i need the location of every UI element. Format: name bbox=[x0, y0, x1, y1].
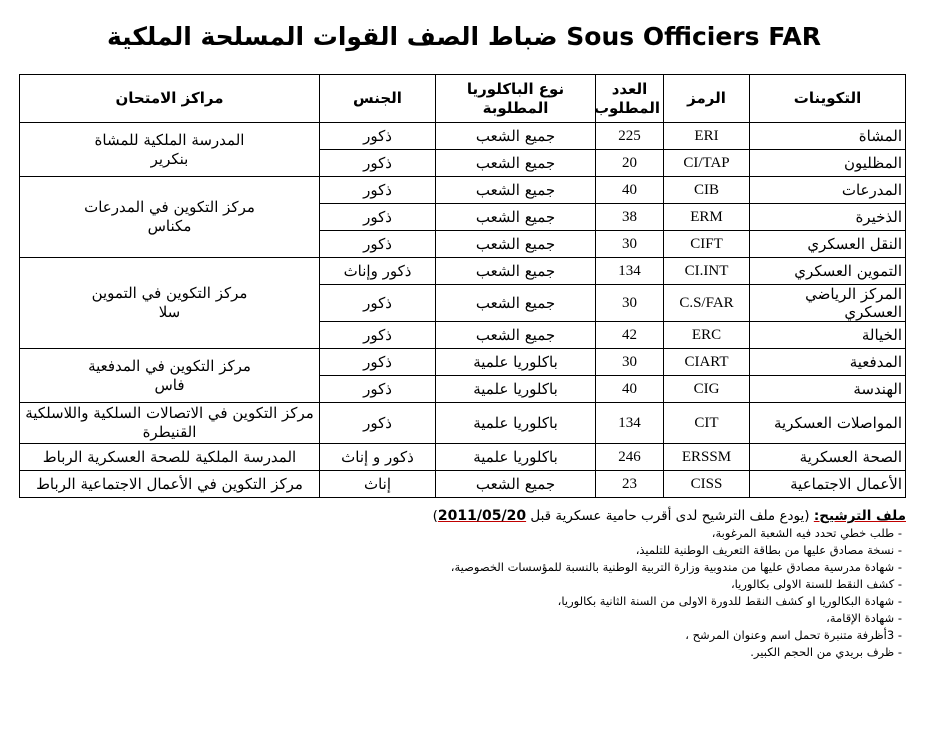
title-french: Sous Officiers FAR bbox=[566, 22, 822, 51]
bac-cell: جميع الشعب bbox=[436, 123, 596, 150]
sex-cell: إناث bbox=[320, 471, 436, 498]
code-cell: CISS bbox=[664, 471, 750, 498]
table-row bbox=[20, 471, 906, 498]
code-cell: ERM bbox=[664, 204, 750, 231]
list-item: - شهادة البكالوريا او كشف النقط للدورة الاولى من السنة الثانية بكالوريا، bbox=[557, 594, 902, 608]
exam-center-cell bbox=[20, 444, 320, 471]
application-deadline: 2011/05/20 bbox=[437, 508, 527, 524]
table-row bbox=[20, 123, 906, 150]
number-cell: 38 bbox=[596, 204, 664, 231]
code-cell: CIB bbox=[664, 177, 750, 204]
required-documents-list bbox=[440, 525, 906, 661]
exam-center-line: مركز التكوين في الأعمال الاجتماعية الرباط bbox=[36, 474, 303, 493]
application-file-close: ) bbox=[432, 508, 438, 524]
code-cell: ERSSM bbox=[664, 444, 750, 471]
number-cell: 42 bbox=[596, 322, 664, 349]
bac-cell: جميع الشعب bbox=[436, 177, 596, 204]
number-cell: 30 bbox=[596, 285, 664, 322]
code-cell: CI.INT bbox=[664, 258, 750, 285]
code-cell: ERC bbox=[664, 322, 750, 349]
bac-cell: جميع الشعب bbox=[436, 322, 596, 349]
exam-center-line: مركز التكوين في المدفعية bbox=[88, 356, 251, 375]
application-file-section bbox=[432, 508, 906, 661]
exam-center-city: بنكرير bbox=[150, 149, 189, 168]
bac-cell: باكلوريا علمية bbox=[436, 444, 596, 471]
number-cell: 30 bbox=[596, 349, 664, 376]
list-item: - كشف النقط للسنة الاولى بكالوريا، bbox=[730, 577, 902, 591]
exam-center-city: مكناس bbox=[147, 217, 192, 235]
code-cell: C.S/FAR bbox=[664, 285, 750, 322]
sex-cell: ذكور bbox=[320, 322, 436, 349]
sex-cell: ذكور bbox=[320, 376, 436, 403]
bac-cell: جميع الشعب bbox=[436, 285, 596, 322]
bac-cell: باكلوريا علمية bbox=[436, 376, 596, 403]
table-row bbox=[20, 444, 906, 471]
formation-cell: المشاة bbox=[750, 123, 906, 150]
exam-center-line: المدرسة الملكية للصحة العسكرية الرباط bbox=[42, 447, 297, 466]
sex-cell: ذكور و إناث bbox=[320, 444, 436, 471]
formation-cell: المركز الرياضي العسكري bbox=[750, 285, 906, 322]
exam-center-cell bbox=[20, 177, 320, 258]
exam-center-cell bbox=[20, 403, 320, 444]
exam-center-city: القنيطرة bbox=[142, 423, 197, 441]
code-cell: CI/TAP bbox=[664, 150, 750, 177]
exam-center-line: المدرسة الملكية للمشاة bbox=[94, 130, 245, 149]
table-row bbox=[20, 403, 906, 444]
sex-cell: ذكور وإناث bbox=[320, 258, 436, 285]
exam-center-cell bbox=[20, 349, 320, 403]
application-file-heading bbox=[432, 508, 906, 525]
number-cell: 40 bbox=[596, 376, 664, 403]
number-cell: 23 bbox=[596, 471, 664, 498]
bac-cell: باكلوريا علمية bbox=[436, 349, 596, 376]
sex-cell: ذكور bbox=[320, 204, 436, 231]
header-formations: التكوينات bbox=[750, 75, 906, 123]
title-arabic: ضباط الصف القوات المسلحة الملكية bbox=[106, 22, 558, 51]
number-cell: 30 bbox=[596, 231, 664, 258]
header-bac: نوع الباكلوريا المطلوبة bbox=[436, 75, 596, 123]
table-row bbox=[20, 349, 906, 376]
number-cell: 134 bbox=[596, 403, 664, 444]
sex-cell: ذكور bbox=[320, 177, 436, 204]
code-cell: CIFT bbox=[664, 231, 750, 258]
bac-cell: جميع الشعب bbox=[436, 150, 596, 177]
formation-cell: النقل العسكري bbox=[750, 231, 906, 258]
number-cell: 20 bbox=[596, 150, 664, 177]
sex-cell: ذكور bbox=[320, 150, 436, 177]
bac-cell: جميع الشعب bbox=[436, 471, 596, 498]
application-file-intro: (يودع ملف الترشيح لدى أقرب حامية عسكرية قبل bbox=[530, 508, 810, 524]
table-row bbox=[20, 177, 906, 204]
exam-center-cell bbox=[20, 123, 320, 177]
exam-center-line: مركز التكوين في الاتصالات السلكية واللاسلكية bbox=[25, 404, 314, 422]
header-number: العدد المطلوب bbox=[596, 75, 664, 123]
application-file-label: ملف الترشيح: bbox=[813, 508, 906, 524]
code-cell: CIT bbox=[664, 403, 750, 444]
formations-table bbox=[19, 74, 906, 498]
formation-cell: الأعمال الاجتماعية bbox=[750, 471, 906, 498]
exam-center-city: سلا bbox=[158, 303, 181, 321]
formation-cell: المواصلات العسكرية bbox=[750, 403, 906, 444]
bac-cell: جميع الشعب bbox=[436, 231, 596, 258]
exam-center-cell bbox=[20, 471, 320, 498]
list-item: - شهادة الإقامة، bbox=[826, 611, 902, 625]
number-cell: 40 bbox=[596, 177, 664, 204]
table-row bbox=[20, 258, 906, 285]
table-header-row bbox=[20, 75, 906, 123]
formation-cell: التموين العسكري bbox=[750, 258, 906, 285]
exam-center-line: مركز التكوين في التموين bbox=[91, 284, 248, 302]
header-sex: الجنس bbox=[320, 75, 436, 123]
formation-cell: المدفعية bbox=[750, 349, 906, 376]
sex-cell: ذكور bbox=[320, 403, 436, 444]
number-cell: 246 bbox=[596, 444, 664, 471]
code-cell: ERI bbox=[664, 123, 750, 150]
list-item: - 3أظرفة متنبرة تحمل اسم وعنوان المرشح ، bbox=[685, 628, 902, 642]
exam-center-city: فاس bbox=[154, 375, 185, 394]
formation-cell: المظليون bbox=[750, 150, 906, 177]
sex-cell: ذكور bbox=[320, 349, 436, 376]
formation-cell: الخيالة bbox=[750, 322, 906, 349]
sex-cell: ذكور bbox=[320, 231, 436, 258]
formation-cell: المدرعات bbox=[750, 177, 906, 204]
list-item: - ظرف بريدي من الحجم الكبير. bbox=[750, 645, 902, 659]
number-cell: 225 bbox=[596, 123, 664, 150]
header-centers: مراكز الامتحان bbox=[20, 75, 320, 123]
number-cell: 134 bbox=[596, 258, 664, 285]
bac-cell: جميع الشعب bbox=[436, 258, 596, 285]
bac-cell: جميع الشعب bbox=[436, 204, 596, 231]
code-cell: CIG bbox=[664, 376, 750, 403]
exam-center-line: مركز التكوين في المدرعات bbox=[84, 198, 255, 216]
page-title bbox=[20, 22, 908, 51]
sex-cell: ذكور bbox=[320, 285, 436, 322]
formation-cell: الذخيرة bbox=[750, 204, 906, 231]
header-code: الرمز bbox=[664, 75, 750, 123]
list-item: - طلب خطي تحدد فيه الشعبة المرغوبة، bbox=[711, 526, 902, 540]
exam-center-cell bbox=[20, 258, 320, 349]
code-cell: CIART bbox=[664, 349, 750, 376]
sex-cell: ذكور bbox=[320, 123, 436, 150]
list-item: - شهادة مدرسية مصادق عليها من مندوبية وزارة التربية الوطنية بالنسبة للمؤسسات الخصوصية، bbox=[450, 560, 902, 574]
formation-cell: الهندسة bbox=[750, 376, 906, 403]
formation-cell: الصحة العسكرية bbox=[750, 444, 906, 471]
list-item: - نسخة مصادق عليها من بطاقة التعريف الوطنية للتلميذ، bbox=[635, 543, 902, 557]
bac-cell: باكلوريا علمية bbox=[436, 403, 596, 444]
